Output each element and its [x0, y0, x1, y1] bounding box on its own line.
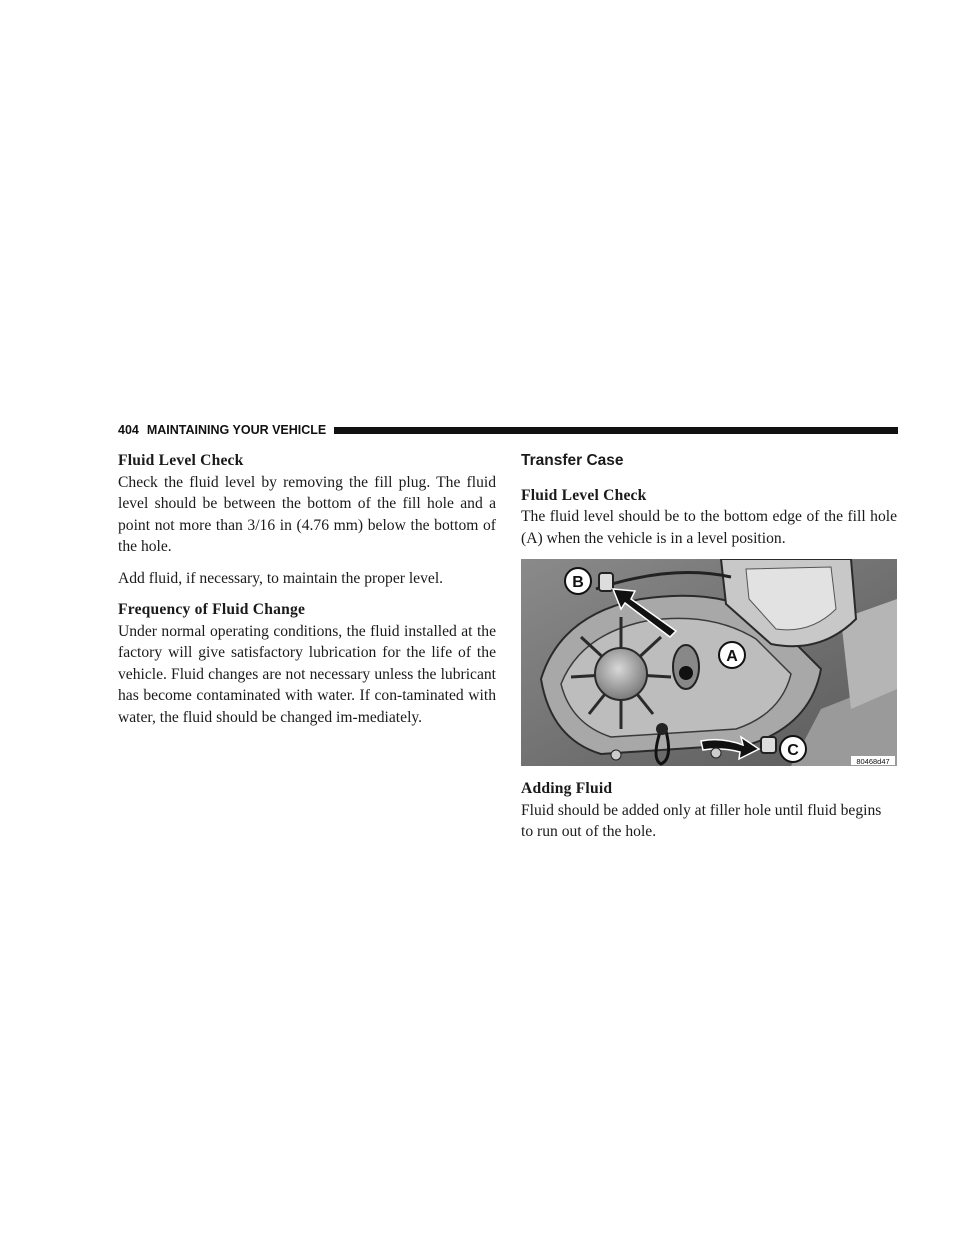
callouts: [521, 559, 897, 766]
fluid-level-check-heading: Fluid Level Check: [118, 452, 244, 469]
page-header: [118, 421, 898, 439]
header-rule: [334, 427, 898, 434]
right-column: [521, 450, 897, 853]
left-column: [118, 450, 496, 738]
callout-b: B: [572, 574, 584, 591]
page-number: 404: [118, 423, 139, 437]
callout-a: A: [726, 648, 738, 665]
transfer-case-illustration: [521, 559, 897, 766]
add-fluid-text: Add fluid, if necessary, to maintain the proper level.: [118, 569, 444, 587]
transfer-case-heading: Transfer Case: [521, 452, 624, 469]
frequency-heading: Frequency of Fluid Change: [118, 601, 306, 618]
figure-code: 80468d47: [856, 757, 890, 766]
adding-fluid-heading: Adding Fluid: [521, 780, 613, 797]
adding-fluid-text: Fluid should be added only at filler hole until fluid begins to run out of the hole.: [521, 801, 882, 840]
transfer-fluid-level-text: The fluid level should be to the bottom edge of the fill hole (A) when the vehicle is in a level position.: [521, 508, 897, 547]
section-title: MAINTAINING YOUR VEHICLE: [146, 423, 327, 437]
frequency-text: Under normal operating conditions, the fluid installed at the factory will give satisfactory lubrication for the life of the vehicle. Fluid changes are not necessary unless the lubricant has become contaminated with water. If con-taminated with water, the fluid should be changed im-mediately.: [118, 622, 496, 726]
transfer-fluid-level-heading: Fluid Level Check: [521, 486, 647, 504]
fluid-level-check-text: Check the fluid level by removing the fill plug. The fluid level should be between the bottom of the fill hole and a point not more than 3/16 in (4.76 mm) below the bottom of the hole.: [118, 473, 496, 555]
callout-c: C: [787, 742, 799, 759]
